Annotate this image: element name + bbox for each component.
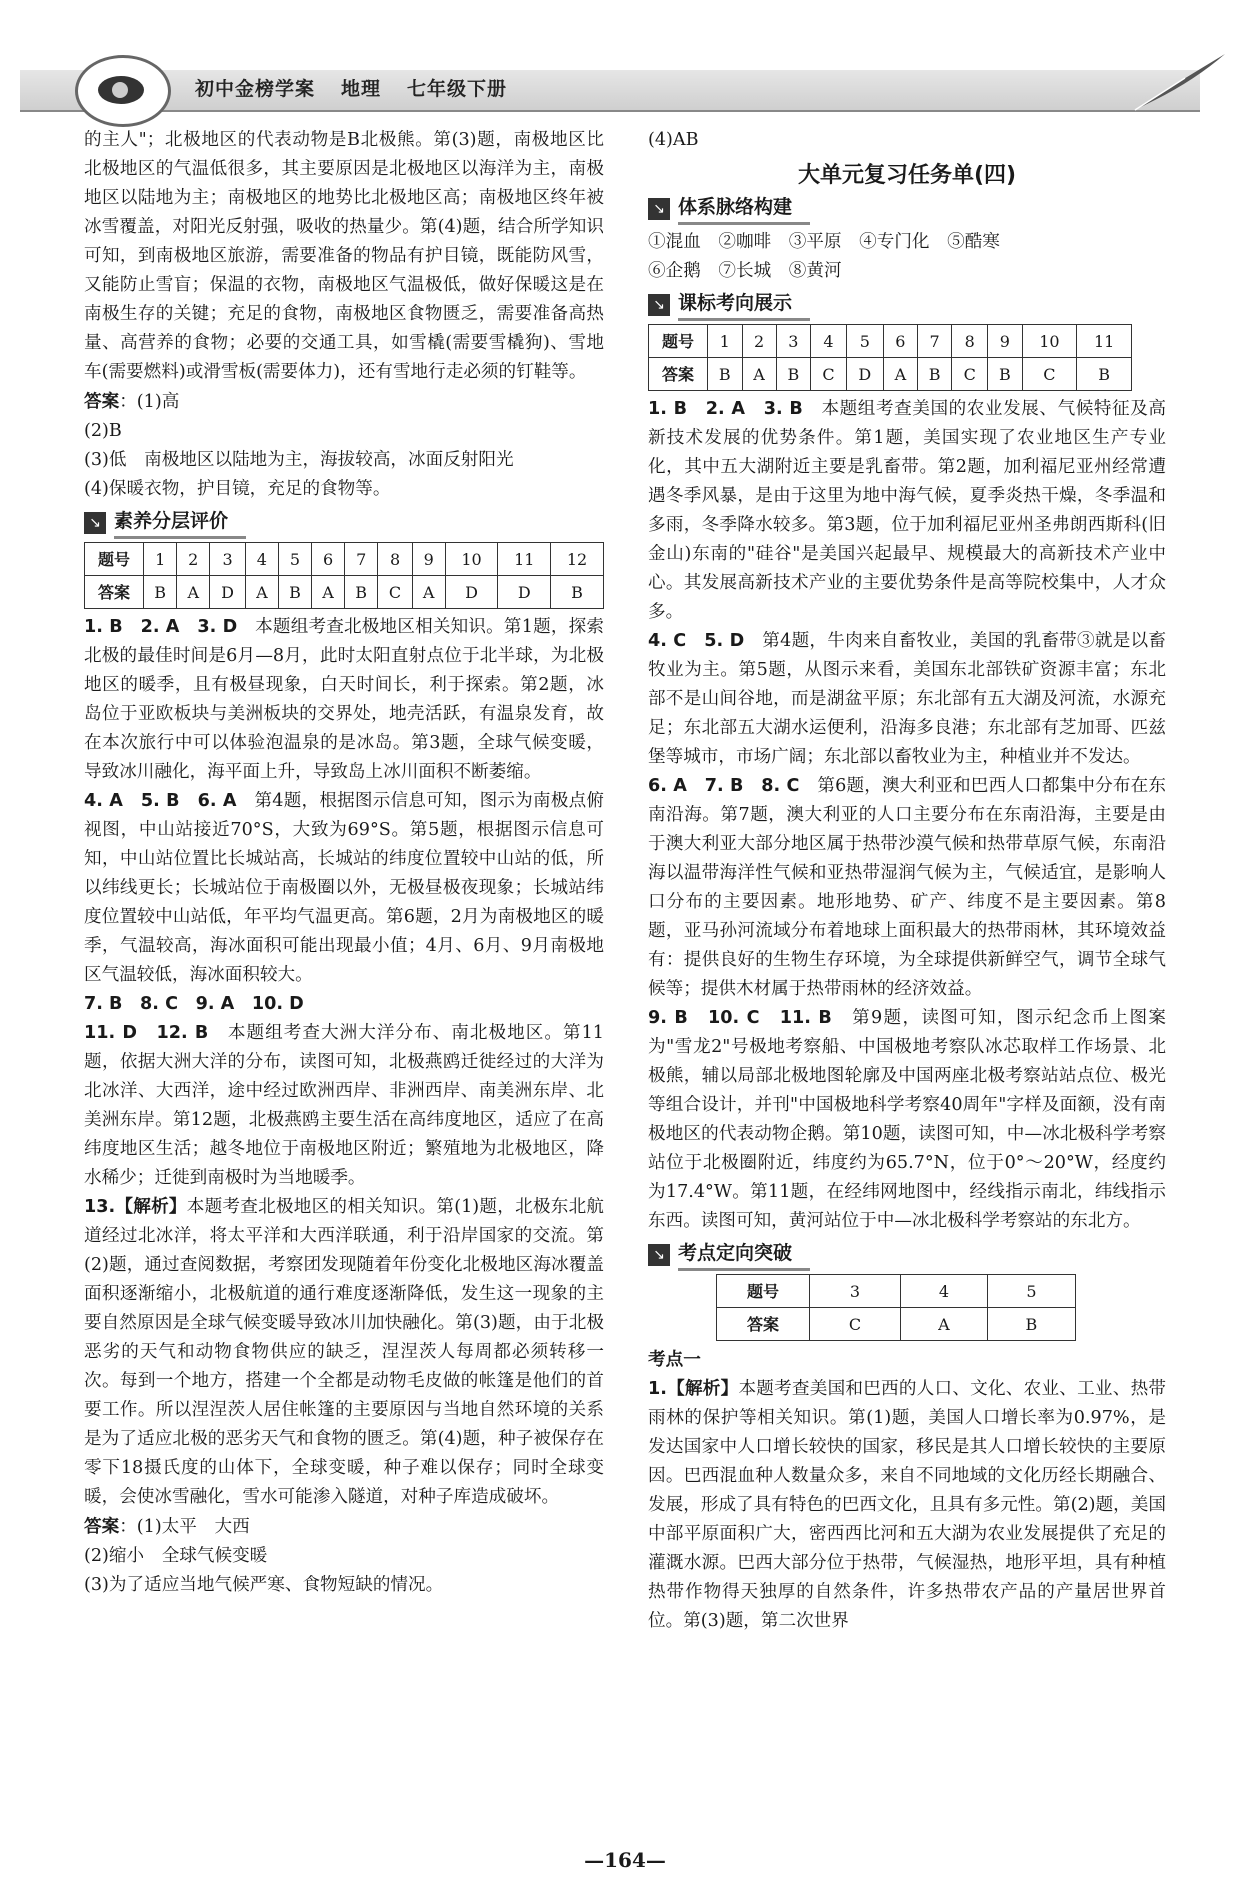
explanation-paragraph: 1. B 2. A 3. B 本题组考查美国的农业发展、气候特征及高新技术发展的优势条件。第1题，美国实现了农业地区生产专业化，其中五大湖附近主要是乳畜带。第2题，加利福尼亚州经常遭遇冬季风暴，是由于这里为地中海气候，夏季炎热干燥，冬季温和多雨，冬季降水较多。第3题，位于加利福尼亚州圣弗朗西斯科(旧金山)东南的"硅谷"是美国兴起最早、规模最大的高新技术产业中心。其发展高新技术产业的主要优势条件是高等院校集中，人才众多。 [648,399,1166,622]
answer-line: (2)缩小 全球气候变暖 [84,1546,268,1566]
answer-line: (3)为了适应当地气候严寒、食物短缺的情况。 [84,1575,444,1595]
arrow-icon: ↘ [648,294,670,316]
answer-line: (4)保暖衣物，护目镜，充足的食物等。 [84,479,391,499]
explanation-paragraph: 13.【解析】本题考查北极地区的相关知识。第(1)题，北极东北航道经过北冰洋，将太平洋和大西洋联通，利于沿岸国家的交流。第(2)题，通过查阅数据，考察团发现随着年份变化北极地区海冰覆盖面积逐渐缩小，北极航道的通行难度逐渐降低，发生这一现象的主要自然原因是全球气候变暖导致冰川加快融化。第(3)题，由于北极恶劣的天气和动物食物供应的缺乏，涅涅茨人每周都必须转移一次。每到一个地方，搭建一个全都是动物毛皮做的帐篷是他们的首要工作。所以涅涅茨人居住帐篷的主要原因与当地自然环境的关系是为了适应北极的恶劣天气和食物的匮乏。第(4)题，种子被保存在零下18摄氏度的山体下，全球变暖，种子难以保存；同时全球变暖，会使冰雪融化，雪水可能渗入隧道，对种子库造成破坏。 [84,1197,604,1507]
arrow-icon: ↘ [84,512,106,534]
eye-icon [98,76,144,104]
explanation-paragraph: 11. D 12. B 本题组考查大洲大洋分布、南北极地区。第11题，依据大洲大洋的分布，读图可知，北极燕鸥迁徙经过的大洋为北冰洋、大西洋，途中经过欧洲西岸、非洲西岸、南美洲东岸、北美洲东岸。第12题，北极燕鸥主要生活在高纬度地区，适应了在高纬度地区生活；越冬地位于南极地区附近；繁殖地为北极地区，降水稀少；迁徙到南极时为当地暖季。 [84,1023,604,1188]
arrow-icon: ↘ [648,198,670,220]
section-header [648,1240,1166,1270]
table-row: 题号 1 2 3 4 5 6 7 8 9 10 11 12 [85,543,604,576]
section-header [648,290,1166,320]
section-title: 素养分层评价 [114,507,246,539]
answer-table [648,324,1132,391]
answer-line: 答案：(1)太平 大西 [84,1516,250,1537]
explanation-paragraph: 1. B 2. A 3. D 本题组考查北极地区相关知识。第1题，探索北极的最佳时间是6月—8月，此时太阳直射点位于北半球，为北极地区的暖季，且有极昼现象，白天时间长，利于探索。第2题，冰岛位于亚欧板块与美洲板块的交界处，地壳活跃，有温泉发育，故在本次旅行中可以体验泡温泉的是冰岛。第3题，全球气候变暖，导致冰川融化，海平面上升，导致岛上冰川面积不断萎缩。 [84,617,604,782]
arrow-icon: ↘ [648,1244,670,1266]
answer-table [84,542,604,609]
section-header [84,508,604,538]
explanation-paragraph: 1.【解析】本题考查美国和巴西的人口、文化、农业、工业、热带雨林的保护等相关知识。第(1)题，美国人口增长率为0.97%，是发达国家中人口增长较快的国家，移民是其人口增长较快的主要原因。巴西混血种人数量众多，来自不同地域的文化历经长期融合、发展，形成了具有特色的巴西文化，且具有多元性。第(2)题，美国中部平原面积广大，密西西比河和五大湖为农业发展提供了充足的灌溉水源。巴西大部分位于热带，气候湿热，地形平坦，具有种植热带作物得天独厚的自然条件，许多热带农产品的产量居世界首位。第(3)题，第二次世界 [648,1379,1166,1631]
answer-line: 答案：(1)高 [84,391,180,412]
explanation-paragraph: 4. A 5. B 6. A 第4题，根据图示信息可知，图示为南极点俯视图，中山站接近70°S，大致为69°S。第5题，根据图示信息可知，中山站位置比长城站高，长城站的纬度位置较中山站的低，所以纬线更长；长城站位于南极圈以外，无极昼极夜现象；长城站纬度位置较中山站低，年平均气温更高。第6题，2月为南极地区的暖季，气温较高，海冰面积可能出现最小值；4月、6月、9月南极地区气温较低，海冰面积较大。 [84,791,604,985]
section-title: 课标考向展示 [678,289,810,321]
kaodian-label: 考点一 [648,1349,701,1370]
answer-line: (3)低 南极地区以陆地为主，海拔较高，冰面反射阳光 [84,450,514,470]
table-row: 答案 B A D A B A B C A D D B [85,576,604,609]
feather-icon [1125,50,1235,116]
header-title [195,74,533,101]
unit-title: 大单元复习任务单(四) [797,163,1017,188]
explanation-paragraph: 4. C 5. D 第4题，牛肉来自畜牧业，美国的乳畜带③就是以畜牧业为主。第5题，从图示来看，美国东北部铁矿资源丰富；东北部不是山间谷地，而是湖盆平原；东北部有五大湖及河流，水源充足；东北部五大湖水运便利，沿海多良港；东北部有芝加哥、匹兹堡等城市，市场广阔；东北部以畜牧业为主，种植业并不发达。 [648,631,1166,767]
keyword-list: ⑥企鹅 ⑦长城 ⑧黄河 [648,261,842,281]
answer-label: 答案 [84,391,120,412]
explanation-paragraph: 6. A 7. B 8. C 第6题，澳大利亚和巴西人口都集中分布在东南沿海。第7题，澳大利亚的人口主要分布在东南沿海，主要是由于澳大利亚大部分地区属于热带沙漠气候和热带草原气候，东南沿海以温带海洋性气候和亚热带湿润气候为主，气候适宜，是影响人口分布的主要因素。地形地势、矿产、纬度不是主要因素。第8题，亚马孙河流域分布着地球上面积最大的热带雨林，其环境效益有：提供良好的生物生存环境，为全球提供新鲜空气，调节全球气候等；提供木材属于热带雨林的经济效益。 [648,776,1166,999]
section-header [648,194,1166,224]
explanation-paragraph: 7. B 8. C 9. A 10. D [84,994,304,1014]
explanation-paragraph: 9. B 10. C 11. B 第9题，读图可知，图示纪念币上图案为"雪龙2"号极地考察船、中国极地考察队冰芯取样工作场景、北极熊，辅以局部北极地图轮廓及中国两座北极考察站站点位、极光等组合设计，并刊"中国极地科学考察40周年"字样及面额，没有南极地区的代表动物企鹅。第10题，读图可知，中—冰北极科学考察站位于北极圈附近，纬度约为65.7°N，位于0°～20°W，经度约为17.4°W。第11题，在经纬网地图中，经线指示南北，纬线指示东西。读图可知，黄河站位于中—冰北极科学考察站的东北方。 [648,1008,1166,1231]
grade-name: 七年级下册 [407,78,508,100]
table-row: 题号 3 4 5 [717,1275,1076,1308]
answer-line: (4)AB [648,130,699,150]
page-number: —164— [584,1848,666,1872]
series-name: 初中金榜学案 [195,78,316,100]
section-title: 考点定向突破 [678,1239,810,1271]
table-row: 题号 1 2 3 4 5 6 7 8 9 10 11 [649,325,1132,358]
section-title: 体系脉络构建 [678,193,810,225]
right-column [648,126,1166,1636]
left-column [84,126,604,1600]
brand-logo [75,55,171,127]
answer-table [716,1274,1076,1341]
answer-line: (2)B [84,421,122,441]
page-header [20,50,1235,120]
keyword-list: ①混血 ②咖啡 ③平原 ④专门化 ⑤酷寒 [648,232,1000,252]
subject-name: 地理 [341,78,382,100]
table-row: 答案 B A B C D A B C B C B [649,358,1132,391]
intro-paragraph: 的主人"；北极地区的代表动物是B北极熊。第(3)题，南极地区比北极地区的气温低很多，其主要原因是北极地区以海洋为主，南极地区以陆地为主；南极地区的地势比北极地区高；南极地区终年被冰雪覆盖，对阳光反射强，吸收的热量少。第(4)题，结合所学知识可知，到南极地区旅游，需要准备的物品有护目镜，既能防风雪，又能防止雪盲；保温的衣物，南极地区气温极低，做好保暖这是在南极生存的关键；充足的食物，南极地区食物匮乏，需要准备高热量、高营养的食物；必要的交通工具，如雪橇(需要雪橇狗)、雪地车(需要燃料)或滑雪板(需要体力)，还有雪地行走必须的钉鞋等。 [84,130,604,382]
table-row: 答案 C A B [717,1308,1076,1341]
